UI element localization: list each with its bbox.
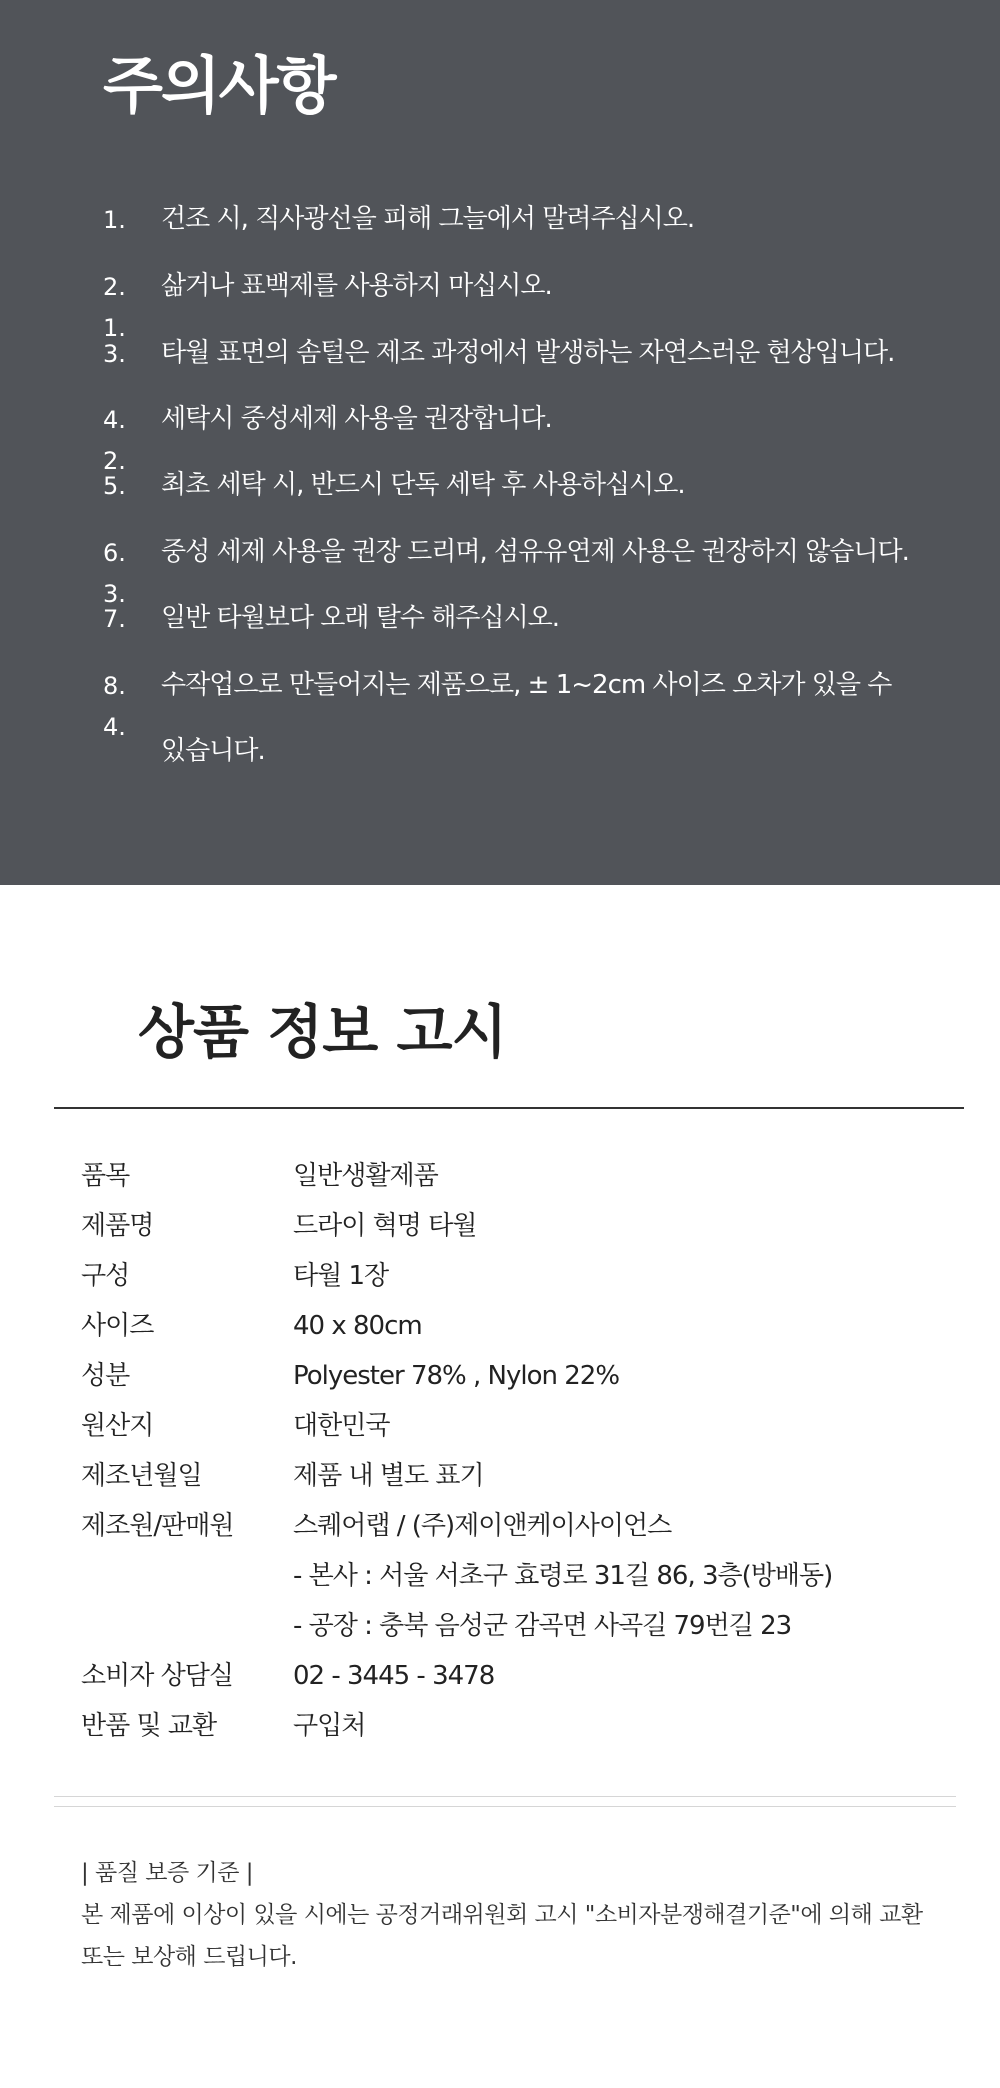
caution-ghost-number: 1. — [103, 314, 126, 342]
caution-item-text: 타월 표면의 솜털은 제조 과정에서 발생하는 자연스러운 현상입니다. — [161, 338, 895, 368]
product-info-title: 상품 정보 고시 — [138, 998, 507, 1066]
table-row — [0, 1451, 1000, 1501]
caution-item-number: 7. — [103, 605, 126, 633]
divider — [54, 1806, 956, 1807]
row-label: 소비자 상담실 — [81, 1661, 233, 1691]
row-label: 품목 — [81, 1161, 130, 1191]
caution-item-number: 2. — [103, 273, 126, 301]
row-value: 02 - 3445 - 3478 — [293, 1661, 495, 1691]
caution-item-number: 4. — [103, 406, 126, 434]
table-row — [0, 1301, 1000, 1351]
caution-item-text: 삶거나 표백제를 사용하지 마십시오. — [161, 271, 552, 301]
divider — [54, 1796, 956, 1797]
caution-item-number: 3. — [103, 340, 126, 368]
caution-ghost-number: 4. — [103, 713, 126, 741]
caution-item-text: 수작업으로 만들어지는 제품으로, ± 1~2cm 사이즈 오차가 있을 수 있습니다. — [161, 670, 892, 766]
caution-item-number: 8. — [103, 672, 126, 700]
table-row — [0, 1701, 1000, 1751]
row-label: 제조원/판매원 — [81, 1511, 234, 1541]
row-value: - 본사 : 서울 서초구 효령로 31길 86, 3층(방배동) — [293, 1561, 833, 1591]
table-row — [0, 1401, 1000, 1451]
caution-title: 주의사항 — [103, 49, 335, 122]
table-row — [0, 1651, 1000, 1701]
row-label: 사이즈 — [81, 1311, 154, 1341]
caution-item-number: 5. — [103, 472, 126, 500]
row-label: 제품명 — [81, 1211, 154, 1241]
caution-ghost-number: 2. — [103, 447, 126, 475]
table-row — [0, 1501, 1000, 1551]
row-value: 구입처 — [293, 1711, 366, 1741]
caution-item-number: 6. — [103, 539, 126, 567]
row-value: 스퀘어랩 / (주)제이앤케이사이언스 — [293, 1511, 672, 1541]
row-value: 대한민국 — [293, 1411, 390, 1441]
caution-ghost-number: 3. — [103, 580, 126, 608]
table-row — [0, 1551, 1000, 1601]
quality-guarantee — [81, 1852, 961, 1978]
row-label: 구성 — [81, 1261, 130, 1291]
caution-section — [0, 0, 1000, 885]
row-value: 드라이 혁명 타월 — [293, 1211, 477, 1241]
row-value: - 공장 : 충북 음성군 감곡면 사곡길 79번길 23 — [293, 1611, 792, 1641]
table-row — [0, 1251, 1000, 1301]
caution-item-text: 최초 세탁 시, 반드시 단독 세탁 후 사용하십시오. — [161, 470, 685, 500]
caution-item-text: 세탁시 중성세제 사용을 권장합니다. — [161, 404, 552, 434]
quality-heading: | 품질 보증 기준 | — [81, 1860, 254, 1886]
row-label: 반품 및 교환 — [81, 1711, 217, 1741]
divider — [54, 1107, 964, 1109]
table-row — [0, 1151, 1000, 1201]
row-value: 타월 1장 — [293, 1261, 389, 1291]
caution-item-number: 1. — [103, 206, 126, 234]
quality-text-line: 본 제품에 이상이 있을 시에는 공정거래위원회 고시 "소비자분쟁해결기준"에 의해 교환 — [81, 1902, 923, 1928]
table-row — [0, 1351, 1000, 1401]
quality-text-line: 또는 보상해 드립니다. — [81, 1944, 297, 1970]
caution-item-text: 건조 시, 직사광선을 피해 그늘에서 말려주십시오. — [161, 204, 695, 234]
row-value: 일반생활제품 — [293, 1161, 438, 1191]
row-label: 성분 — [81, 1361, 130, 1391]
table-row — [0, 1601, 1000, 1651]
caution-item-text: 일반 타월보다 오래 탈수 해주십시오. — [161, 603, 560, 633]
row-value: 제품 내 별도 표기 — [293, 1461, 484, 1491]
row-value: Polyester 78% , Nylon 22% — [293, 1361, 620, 1391]
caution-item-text: 중성 세제 사용을 권장 드리며, 섬유유연제 사용은 권장하지 않습니다. — [161, 537, 909, 567]
row-value: 40 x 80cm — [293, 1311, 422, 1341]
row-label: 제조년월일 — [81, 1461, 202, 1491]
table-row — [0, 1201, 1000, 1251]
row-label: 원산지 — [81, 1411, 154, 1441]
